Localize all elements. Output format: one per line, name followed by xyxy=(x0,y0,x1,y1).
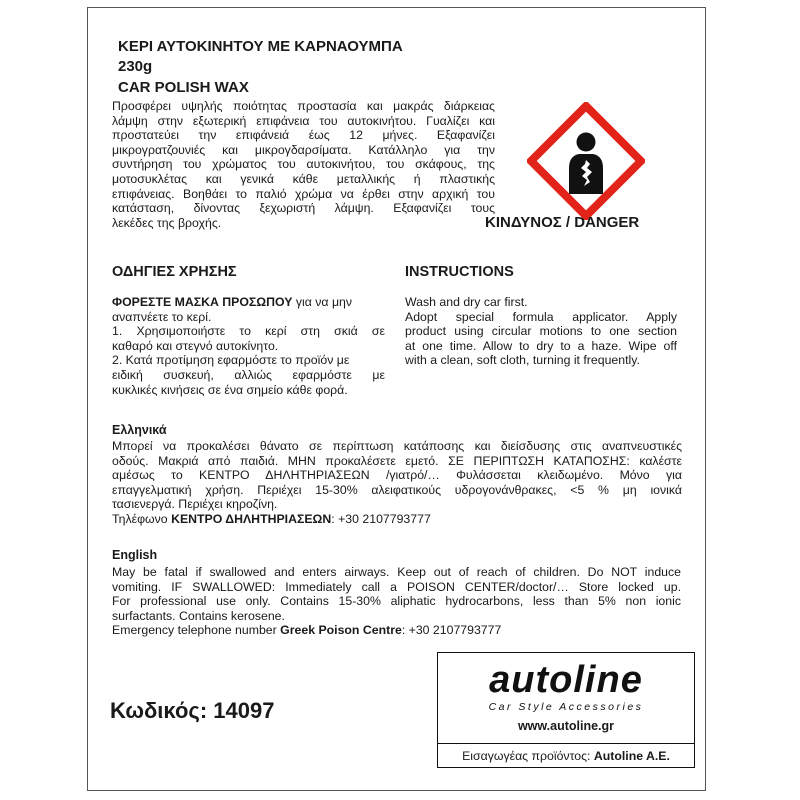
description-line: Προσφέρει υψηλής ποιότητας προστασία και μακράς διάρκειας xyxy=(112,99,495,113)
product-title-english: CAR POLISH WAX xyxy=(118,79,249,96)
safety-line: οδούς. Μακριά από παιδιά. ΜΗΝ προκαλέσετε εμετό. ΣΕ ΠΕΡΙΠΤΩΣΗ ΚΑΤΑΠΟΣΗΣ: καλέστε xyxy=(112,453,682,468)
safety-english-heading: English xyxy=(112,548,158,562)
safety-line: vomiting. IF SWALLOWED: Immediately call a POISON CENTER/doctor/… Store locked up. xyxy=(112,579,681,594)
phone-prefix: Emergency telephone number xyxy=(112,623,281,638)
description-line: λάμψη στην εξωτερική επιφάνεια του αυτοκινήτου. Γυαλίζει και xyxy=(112,113,495,128)
description-line: κατάσταση, δίνοντας ξεχωριστή λάμψη. Εξαφανίζει τους xyxy=(112,201,495,216)
safety-greek-heading: Ελληνικά xyxy=(112,423,167,437)
mask-warning-bold: ΦΟΡΕΣΤΕ ΜΑΣΚΑ ΠΡΟΣΩΠΟΥ xyxy=(112,295,293,309)
description-line: συντήρηση του χρώματος του αυτοκινήτου, του σκάφους, της xyxy=(112,157,495,172)
instruction-line: product using circular motions to one section xyxy=(405,324,677,339)
product-title-greek: ΚΕΡΙ ΑΥΤΟΚΙΝΗΤΟΥ ΜΕ ΚΑΡΝΑΟΥΜΠΑ xyxy=(118,38,403,55)
brand-divider xyxy=(438,743,694,744)
hazard-label: ΚΙΝΔΥΝΟΣ / DANGER xyxy=(485,214,640,231)
product-code: Κωδικός: 14097 xyxy=(110,698,275,723)
brand-tagline: Car Style Accessories xyxy=(488,701,644,713)
instructions-english-heading: INSTRUCTIONS xyxy=(405,264,514,280)
instruction-line: ειδική συσκευή, αλλιώς εφαρμόστε με xyxy=(112,367,385,382)
instruction-line: καθαρό και στεγνό αυτοκίνητο. xyxy=(112,338,279,353)
product-weight: 230g xyxy=(118,58,153,75)
phone-center-name: ΚΕΝΤΡΟ ΔΗΛΗΤΗΡΙΑΣΕΩΝ xyxy=(171,511,332,526)
importer-name: Autoline A.E. xyxy=(593,749,670,763)
instruction-line: Wash and dry car first. xyxy=(405,295,528,309)
instructions-english xyxy=(405,295,677,368)
instruction-line: at one time. Allow to dry to a haze. Wipe off xyxy=(405,338,677,353)
description-line: μικρογρατζουνιές και μικρογδαρσίματα. Κατάλληλο για την xyxy=(112,142,495,157)
phone-center-name: Greek Poison Centre xyxy=(280,623,402,638)
description-line: προστατεύει την επιφάνειά έως 12 μήνες. Εξαφανίζει xyxy=(112,128,495,143)
safety-line: May be fatal if swallowed and enters airways. Keep out of reach of children. Do NOT induce xyxy=(112,565,681,579)
phone-prefix: Τηλέφωνο xyxy=(112,511,172,526)
instruction-line: κυκλικές κινήσεις σε ένα σημείο κάθε φορά. xyxy=(112,382,348,397)
safety-line: αμέσως το ΚΕΝΤΡΟ ΔΗΛΗΤΗΡΙΑΣΕΩΝ /γιατρό/… Φυλάσσεται κλειδωμένο. Μόνο για xyxy=(112,468,682,483)
phone-number: : +30 2107793777 xyxy=(401,623,502,638)
poison-phone-greek xyxy=(112,512,682,527)
brand-website: www.autoline.gr xyxy=(517,719,615,733)
brand-box xyxy=(437,652,695,768)
poison-phone-english xyxy=(112,623,681,638)
safety-line: τασιενεργά. Περιέχει κηροζίνη. xyxy=(112,497,278,512)
importer-prefix: Εισαγωγέας προϊόντος: xyxy=(462,749,594,763)
instruction-line: 2. Κατά προτίμηση εφαρμόστε το προϊόν με xyxy=(112,353,350,368)
description-line: λεκέδες της βροχής. xyxy=(112,215,222,230)
safety-line: Μπορεί να προκαλέσει θάνατο σε περίπτωση κατάποσης και διείσδυσης στις αναπνευστικές xyxy=(112,439,682,453)
description-line: επιφάνειας. Βοηθάει το παλιό χρώμα να έρθει στην αρχική του xyxy=(112,186,495,201)
instructions-greek xyxy=(112,295,385,397)
description-line: μοτοσυκλέτας και γενικά κάθε μεταλλικής ή πλαστικής xyxy=(112,171,495,186)
safety-greek xyxy=(112,439,682,527)
safety-line: For professional use only. Contains 15-30% aliphatic hydrocarbons, less than 5% non ionic xyxy=(112,594,681,609)
instructions-greek-heading: ΟΔΗΓΙΕΣ ΧΡΗΣΗΣ xyxy=(112,264,237,280)
mask-warning xyxy=(112,295,385,310)
safety-line: επαγγελματική χρήση. Περιέχει 15-30% αλειφατικούς υδρογονάνθρακες, <5 % μη ιονικά xyxy=(112,482,682,497)
importer-line xyxy=(438,749,694,763)
safety-line: surfactants. Contains kerosene. xyxy=(112,608,285,623)
health-hazard-icon xyxy=(527,102,645,220)
instruction-line: 1. Χρησιμοποιήστε το κερί στη σκιά σε xyxy=(112,324,385,339)
phone-number: : +30 2107793777 xyxy=(331,511,431,526)
autoline-logo: autoline xyxy=(489,659,643,701)
instruction-line: αναπνέετε το κερί. xyxy=(112,309,212,324)
instruction-line: Adopt special formula applicator. Apply xyxy=(405,309,677,324)
instruction-line: with a clean, soft cloth, turning it frequently. xyxy=(405,353,640,368)
product-description xyxy=(112,99,495,230)
mask-warning-rest: για να μην xyxy=(292,295,353,309)
safety-english xyxy=(112,565,681,638)
product-label xyxy=(87,7,706,791)
